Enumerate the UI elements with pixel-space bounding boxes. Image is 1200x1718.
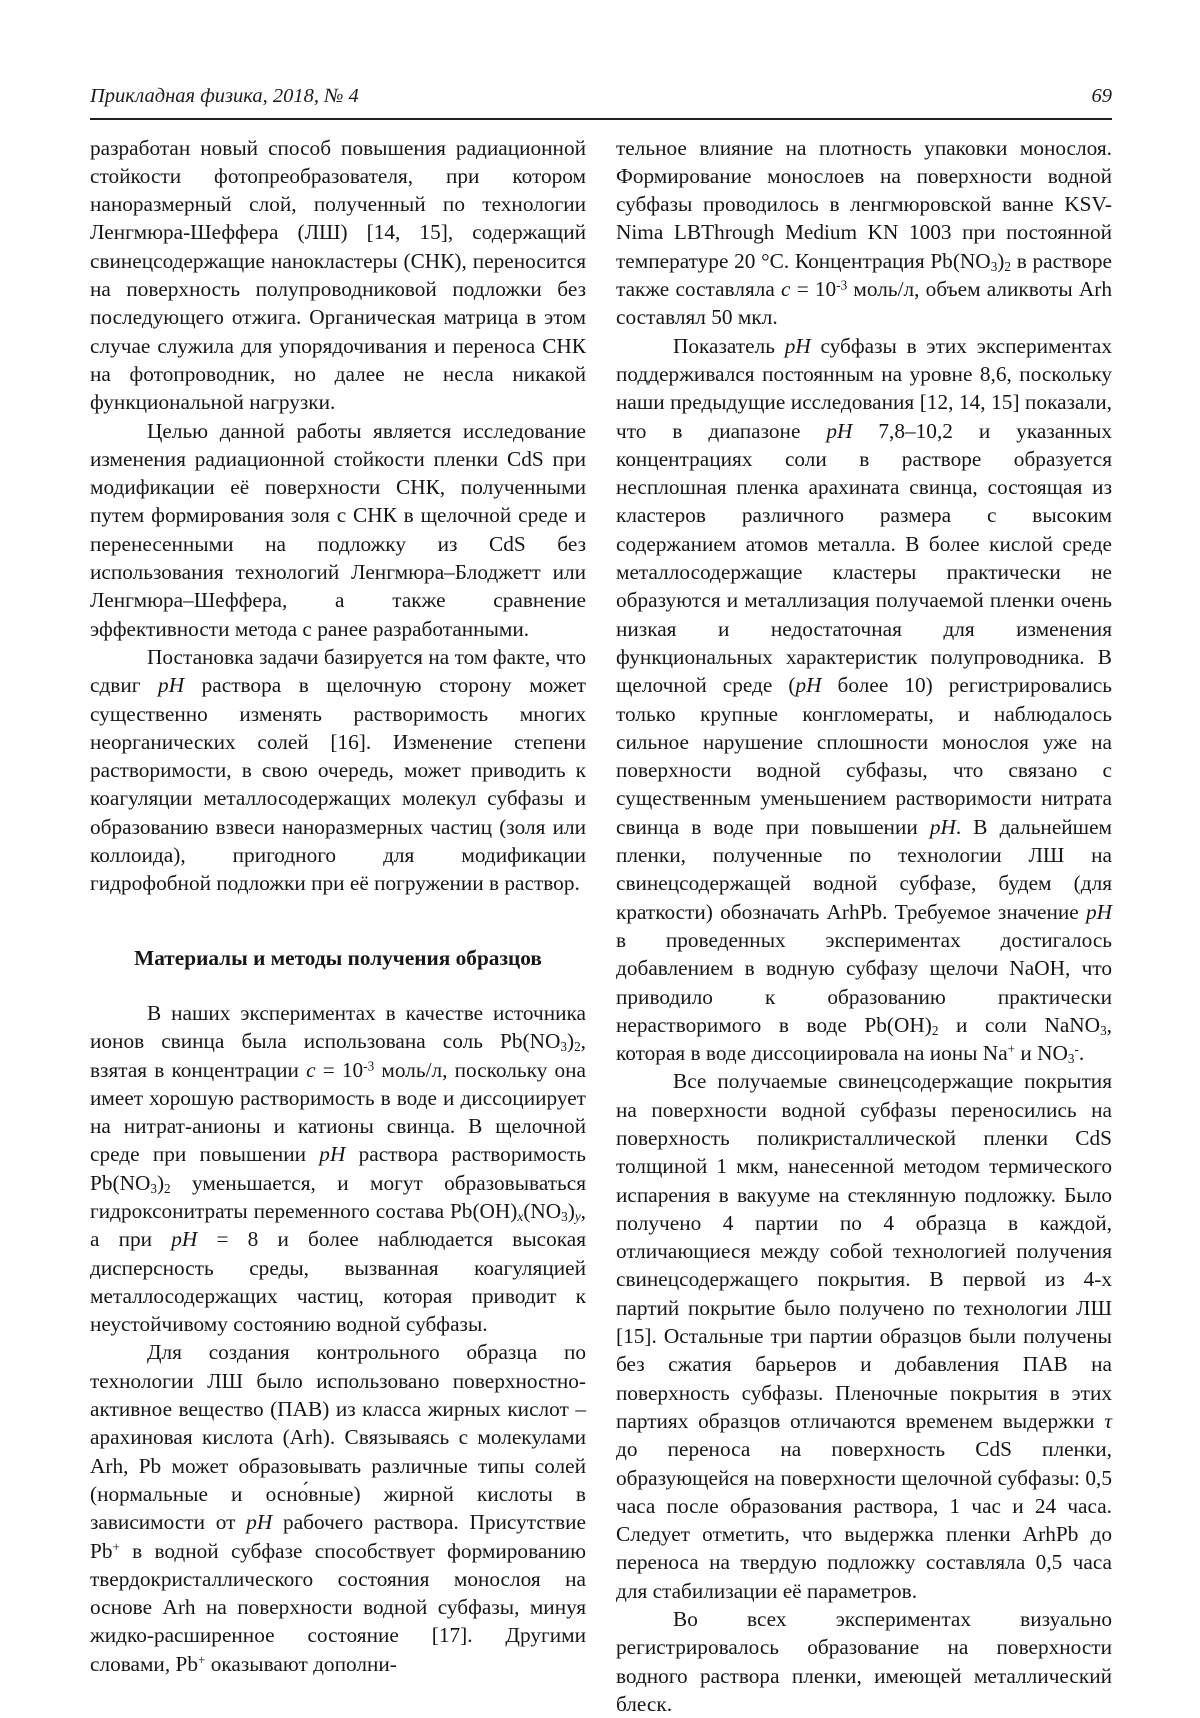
text-run: Показатель (673, 333, 785, 358)
right-column (616, 134, 1112, 1718)
text-run: в проведенных экспериментах достигалось добавлением в водную субфазу щелочи NaOH, что приводило к образованию практически нерастворимого в воде Pb(OH) (616, 927, 1112, 1037)
text-run: pH (826, 418, 853, 443)
paragraph (616, 332, 1112, 1068)
article-body (90, 134, 1112, 1718)
paragraph (90, 417, 586, 643)
text-run: 3 (1100, 1022, 1107, 1038)
journal-title: Прикладная физика, 2018, № 4 (90, 85, 359, 107)
paragraph (90, 134, 586, 417)
text-run: разработан новый способ повышения радиационной стойкости фотопреобразователя, при котором наноразмерный слой, полученный по технологии Ленгмюра-Шеффера (ЛШ) [14, 15], содержащий свинецсодержащие нанокластеры (СНК), переносится на поверхность полупроводниковой подложки без последующего отжига. Органическая матрица в этом случае служила для упорядочивания и переноса СНК на фотопроводник, но далее не несла никакой функциональной нагрузки. (90, 135, 586, 415)
left-column (90, 134, 586, 1718)
text-run: pH (784, 333, 811, 358)
text-run: y (574, 1208, 581, 1224)
text-run: ) (156, 1170, 165, 1195)
text-run: pH (246, 1510, 273, 1535)
text-run: x (517, 1208, 524, 1224)
text-run: c (306, 1057, 316, 1082)
text-run: и NO (1015, 1041, 1068, 1066)
text-run: pH (795, 673, 822, 698)
text-run: Целью данной работы является исследование изменения радиационной стойкости пленки CdS при модификации её поверхности СНК, полученными путем формирования золя с СНК в щелочной среде и перенесенными на подложку из CdS без использования технологий Ленгмюра–Блоджетт или Ленгмюра–Шеффера, а также сравнение эффективности метода с ранее разработанными. (90, 418, 586, 641)
text-run: c (781, 277, 791, 302)
text-run: pH (171, 1227, 198, 1252)
text-run: Во всех экспериментах визуально регистрировалось образование на поверхности водного раствора пленки, имеющей металлический блеск. (616, 1607, 1112, 1716)
text-run: Для создания контрольного образца по технологии ЛШ было использовано поверхностно-активное вещество (ПАВ) из класса жирных кислот – арахиновая кислота (Arh). Связываясь с молекулами Arh, Pb может образовывать различные типы солей (нормальные и осно́вные) жирной кислоты в зависимости от (90, 1340, 586, 1535)
text-run: + (112, 1538, 120, 1554)
text-run: Все получаемые свинецсодержащие покрытия на поверхности водной субфазы переносились на поверхность поликристаллической пленки CdS толщиной 1 мкм, нанесенной методом термического испарения в вакууме на стеклянную подложку. Было получено 4 партии по 4 образца в каждой, отличающиеся между собой технологией получения свинецсодержащего покрытия. В первой из 4-х партий покрытие было получено по технологии ЛШ [15]. Остальные три партии образцов были получены без сжатия барьеров и добавления ПАВ на поверхность субфазы. Пленочные покрытия в этих партиях образцов отличаются временем выдержки (616, 1069, 1112, 1433)
paragraph (616, 1067, 1112, 1605)
text-run: -3 (836, 277, 848, 293)
header-rule (90, 118, 1112, 120)
text-run: ) (567, 1198, 575, 1223)
text-run: 3 (990, 258, 998, 274)
text-run: 2 (574, 1039, 581, 1055)
text-run: = 10 (315, 1057, 364, 1082)
text-run: ) (566, 1029, 575, 1054)
text-run: Материалы и методы получения образцов (134, 945, 542, 970)
text-run: раствора растворимость Pb(NO (90, 1142, 586, 1195)
text-run: 2 (164, 1180, 171, 1196)
paragraph (616, 1605, 1112, 1718)
text-run: 2 (1004, 258, 1011, 274)
paragraph (90, 643, 586, 898)
text-run: Постановка задачи базируется на том факте, что сдвиг (90, 644, 586, 698)
text-run: оказывают дополни- (205, 1651, 397, 1676)
text-run: 3 (150, 1180, 157, 1196)
text-run: (NO (523, 1198, 562, 1223)
text-run: . (1078, 1041, 1085, 1066)
text-run: субфазы в этих экспериментах поддерживался постоянным на уровне 8,6, поскольку наши предыдущие исследования [12, 14, 15] показали, что в диапазоне (616, 333, 1112, 443)
text-run: = 10 (790, 277, 837, 302)
text-run: 7,8–10,2 и указанных концентрациях соли в растворе образуется несплошная пленка арахината свинца, состоящая из кластеров различного размера с высоким содержанием атомов металла. В более кислой среде металлосодержащие кластеры практически не образуются и металлизация получаемой пленки очень низкая и недостаточная для изменения функциональных характеристик полупроводника. В щелочной среде ( (616, 418, 1112, 698)
text-run: в водной субфазе способствует формированию твердокристаллического состояния монослоя на основе Arh на поверхности водной субфазы, минуя жидко-расширенное состояние [17]. Другими словами, Pb (90, 1538, 586, 1676)
section-heading (90, 944, 586, 972)
text-run: pH (1085, 899, 1112, 924)
text-run: 3 (560, 1039, 567, 1055)
text-run: 2 (931, 1022, 939, 1038)
text-run: , которая в воде диссоциировала на ионы Na (616, 1012, 1112, 1066)
text-run: ) (997, 248, 1005, 273)
text-run: более 10) регистрировались только крупные конгломераты, и наблюдалось сильное нарушение сплошности монослоя уже на поверхности водной субфазы, что связано с существенным уменьшением растворимости нитрата свинца в воде при повышении (616, 673, 1112, 839)
text-run: - (1074, 1041, 1079, 1057)
text-run: 3 (561, 1208, 568, 1224)
text-run: , а при (90, 1198, 586, 1252)
text-run: = 8 и более наблюдается высокая дисперсность среды, вызванная коагуляцией металлосодержащих частиц, которая приводит к неустойчивому состоянию водной субфазы. (90, 1227, 586, 1337)
text-run: в растворе также составляла (616, 248, 1112, 302)
text-run: 3 (1067, 1050, 1075, 1066)
journal-page (90, 84, 1112, 1718)
paragraph (90, 999, 586, 1339)
text-run: В наших экспериментах в качестве источника ионов свинца была использована соль Pb(NO (90, 1000, 586, 1054)
text-run: тельное влияние на плотность упаковки монослоя. Формирование монослоев на поверхности водной субфазы проводилось в ленгмюровской ванне KSV-Nima LBThrough Medium KN 1003 при постоянной температуре 20 °С. Концентрация Pb(NO (616, 135, 1112, 273)
text-run: pH (158, 673, 185, 698)
text-run: моль/л, объем аликвоты Arh составлял 50 мкл. (616, 277, 1112, 330)
text-run: + (1007, 1041, 1016, 1057)
text-run: pH (319, 1142, 346, 1167)
text-run: уменьшается, и могут образовываться гидроксонитраты переменного состава Pb(OH) (90, 1170, 586, 1223)
page-number: 69 (1091, 85, 1112, 107)
text-run: , взятая в концентрации (90, 1029, 586, 1082)
running-header (90, 84, 1112, 109)
text-run: раствора в щелочную сторону может существенно изменять растворимость многих неорганических солей [16]. Изменение степени растворимости, в свою очередь, может приводить к коагуляции металлосодержащих молекул субфазы и образованию взвеси наноразмерных частиц (золя или коллоида), пригодного для модификации гидрофобной подложки при её погружении в раствор. (90, 673, 586, 896)
text-run: pH (929, 814, 956, 839)
text-run: . В дальнейшем пленки, полученные по технологии ЛШ на свинецсодержащей водной субфазе, будем (для краткости) обозначать ArhPb. Требуемое значение (616, 814, 1112, 924)
paragraph (90, 1338, 586, 1678)
text-run: до переноса на поверхность CdS пленки, образующейся на поверхности щелочной субфазы: 0,5 часа после образования раствора, 1 час и 24 часа. Следует отметить, что выдержка пленки ArhPb до переноса на твердую подложку составляла 0,5 часа для стабилизации её параметров. (616, 1437, 1112, 1603)
text-run: + (197, 1652, 206, 1668)
text-run: и соли NaNO (938, 1012, 1101, 1037)
text-run: моль/л, поскольку она имеет хорошую растворимость в воде и диссоциирует на нитрат-анионы и катионы свинца. В щелочной среде при повышении (90, 1057, 586, 1167)
paragraph (616, 134, 1112, 332)
text-run: τ (1104, 1408, 1112, 1433)
text-run: -3 (363, 1057, 375, 1073)
text-run: рабочего раствора. Присутствие Pb (90, 1510, 586, 1563)
